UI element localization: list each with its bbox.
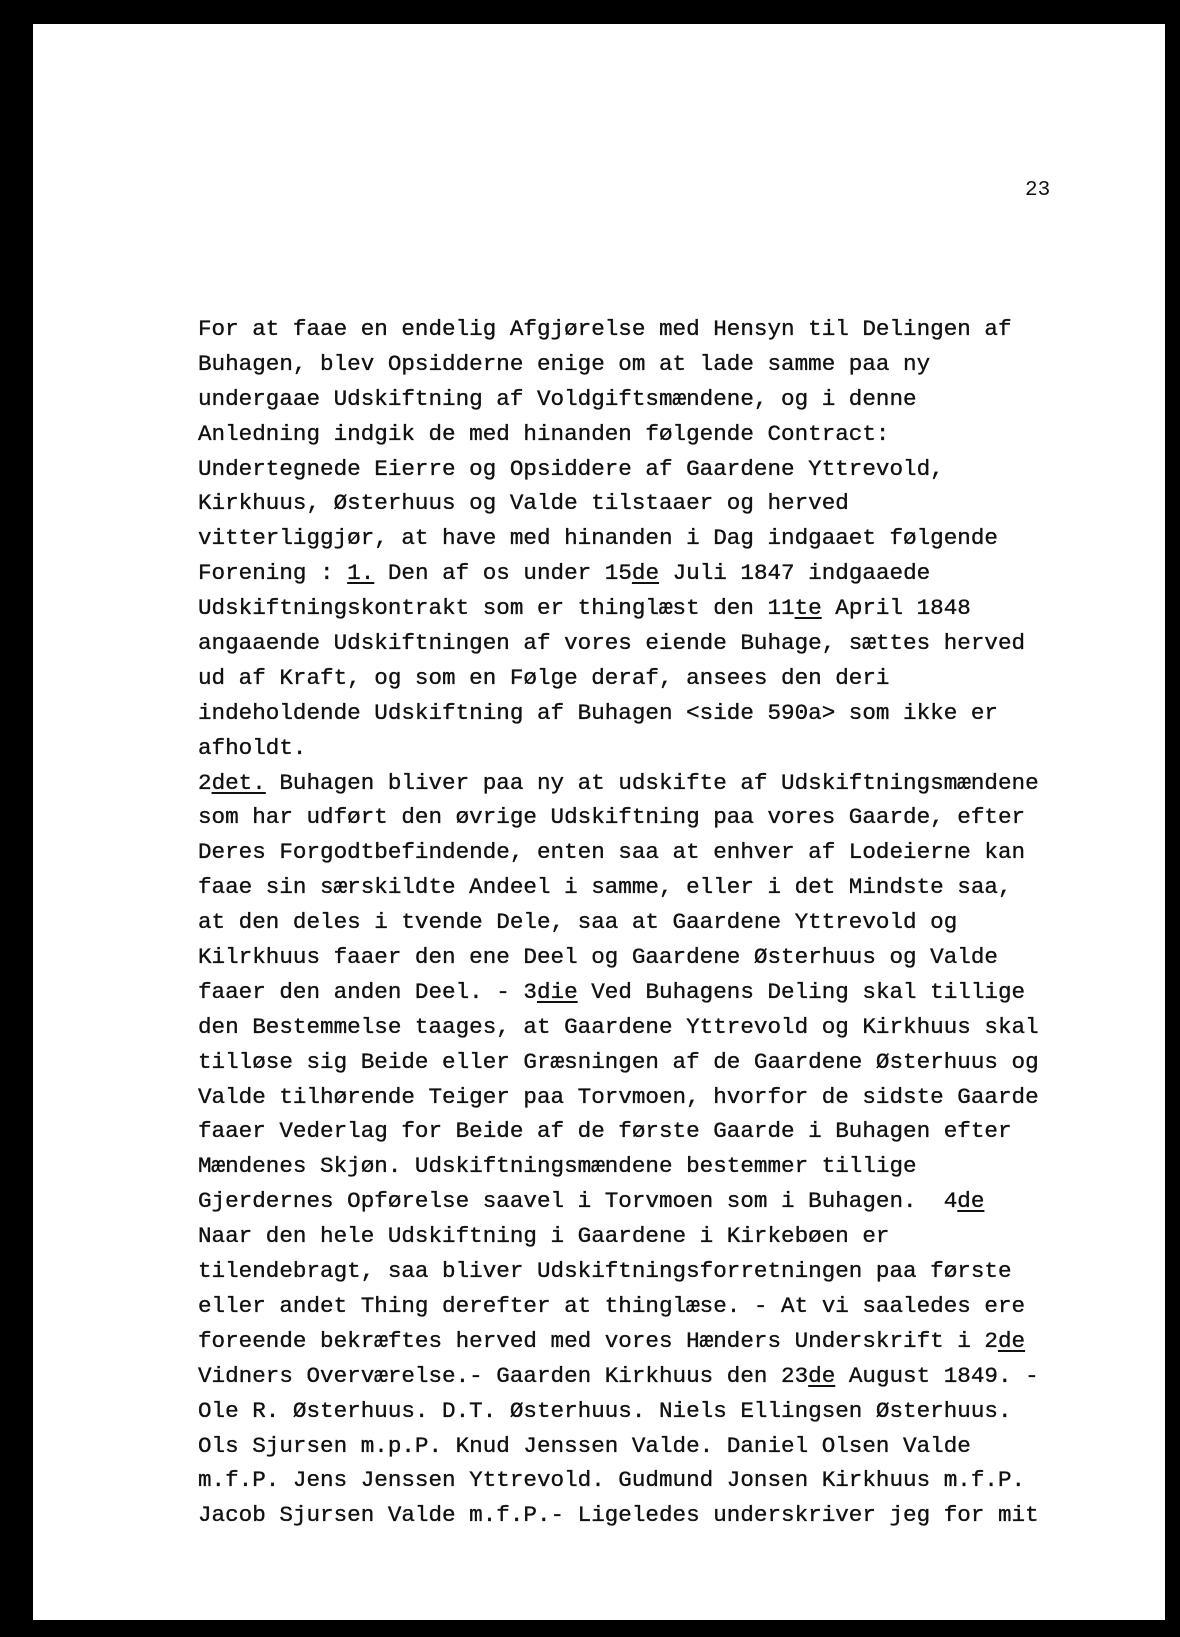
text-segment: undergaae Udskiftning af Voldgiftsmændene, og i denne bbox=[198, 385, 917, 412]
text-segment: Kilrkhuus faaer den ene Deel og Gaardene Østerhuus og Valde bbox=[198, 944, 998, 971]
text-segment: Valde tilhørende Teiger paa Torvmoen, hvorfor de sidste Gaarde bbox=[198, 1083, 1039, 1110]
text-segment: Deres Forgodtbefindende, enten saa at enhver af Lodeierne kan bbox=[198, 839, 1026, 866]
text-segment: Naar den hele Udskiftning i Gaardene i Kirkebøen er bbox=[198, 1223, 890, 1250]
text-segment: afholdt. bbox=[198, 734, 307, 761]
text-line bbox=[198, 1394, 1039, 1429]
text-line bbox=[198, 1184, 1039, 1219]
underlined-text: die bbox=[536, 978, 578, 1005]
text-line bbox=[198, 347, 1039, 382]
text-segment: tilendebragt, saa bliver Udskiftningsforretningen paa første bbox=[198, 1258, 1012, 1285]
text-line bbox=[198, 417, 1039, 452]
underlined-text: 1. bbox=[347, 560, 375, 587]
text-segment: Anledning indgik de med hinanden følgende Contract: bbox=[198, 420, 890, 447]
text-line bbox=[198, 1289, 1039, 1324]
text-line bbox=[198, 1219, 1039, 1254]
document-page bbox=[33, 24, 1165, 1620]
text-line bbox=[198, 1498, 1039, 1533]
text-segment: tilløse sig Beide eller Græsningen af de Gaardene Østerhuus og bbox=[198, 1048, 1039, 1075]
text-segment: Undertegnede Eierre og Opsiddere af Gaardene Yttrevold, bbox=[198, 455, 944, 482]
text-line bbox=[198, 591, 1039, 626]
text-segment: faae sin særskildte Andeel i samme, eller i det Mindste saa, bbox=[198, 874, 1012, 901]
text-segment: April 1848 bbox=[821, 595, 971, 622]
text-line bbox=[198, 800, 1039, 835]
underlined-text: de bbox=[631, 560, 660, 587]
text-line bbox=[198, 661, 1039, 696]
text-segment: eller andet Thing derefter at thinglæse. - At vi saaledes ere bbox=[198, 1292, 1026, 1319]
text-line bbox=[198, 1254, 1039, 1289]
text-line bbox=[198, 1149, 1039, 1184]
text-segment: ud af Kraft, og som en Følge deraf, ansees den deri bbox=[198, 664, 890, 691]
text-line bbox=[198, 312, 1039, 347]
text-segment: faaer Vederlag for Beide af de første Gaarde i Buhagen efter bbox=[198, 1118, 1012, 1145]
text-segment: 2 bbox=[198, 769, 212, 796]
text-line bbox=[198, 905, 1039, 940]
text-segment: Forening : bbox=[198, 560, 348, 587]
text-segment: m.f.P. Jens Jenssen Yttrevold. Gudmund Jonsen Kirkhuus m.f.P. bbox=[198, 1467, 1026, 1494]
text-segment: August 1849. - bbox=[835, 1362, 1039, 1389]
underlined-text: de bbox=[957, 1188, 985, 1215]
text-line bbox=[198, 940, 1039, 975]
text-segment: For at faae en endelig Afgjørelse med Hensyn til Delingen af bbox=[198, 316, 1012, 342]
text-line bbox=[198, 486, 1039, 521]
text-segment: Ole R. Østerhuus. D.T. Østerhuus. Niels Ellingsen Østerhuus. bbox=[198, 1397, 1012, 1424]
text-segment: angaaende Udskiftningen af vores eiende Buhage, sættes herved bbox=[198, 630, 1026, 657]
underlined-text: de bbox=[997, 1327, 1026, 1354]
document-body bbox=[198, 312, 1039, 1533]
text-line bbox=[198, 452, 1039, 487]
text-segment: den Bestemmelse taages, at Gaardene Yttrevold og Kirkhuus skal bbox=[198, 1013, 1039, 1040]
text-segment: Gjerdernes Opførelse saavel i Torvmoen som i Buhagen. 4 bbox=[198, 1188, 958, 1215]
text-segment: foreende bekræftes herved med vores Hænders Underskrift i 2 bbox=[198, 1327, 998, 1354]
text-line bbox=[198, 1429, 1039, 1464]
text-segment: Buhagen, blev Opsidderne enige om at lade samme paa ny bbox=[198, 350, 931, 377]
text-segment: indeholdende Udskiftning af Buhagen <side 590a> som ikke er bbox=[198, 699, 998, 726]
text-line bbox=[198, 382, 1039, 417]
text-segment: Mændenes Skjøn. Udskiftningsmændene bestemmer tillige bbox=[198, 1153, 917, 1180]
text-segment: vitterliggjør, at have med hinanden i Dag indgaaet følgende bbox=[198, 525, 998, 552]
text-segment: Udskiftningskontrakt som er thinglæst den 11 bbox=[198, 595, 795, 622]
text-line bbox=[198, 1359, 1039, 1394]
text-line bbox=[198, 1114, 1039, 1149]
underlined-text: te bbox=[794, 595, 822, 622]
text-line bbox=[198, 1045, 1039, 1080]
text-segment: Ved Buhagens Deling skal tillige bbox=[577, 978, 1026, 1005]
text-segment: Ols Sjursen m.p.P. Knud Jenssen Valde. Daniel Olsen Valde bbox=[198, 1432, 971, 1459]
text-segment: faaer den anden Deel. - 3 bbox=[198, 978, 537, 1005]
underlined-text: de bbox=[808, 1362, 836, 1389]
text-segment: som har udført den øvrige Udskiftning paa vores Gaarde, efter bbox=[198, 804, 1026, 831]
text-line bbox=[198, 521, 1039, 556]
text-segment: Vidners Overværelse.- Gaarden Kirkhuus den 23 bbox=[198, 1362, 809, 1389]
text-line bbox=[198, 626, 1039, 661]
text-segment: Den af os under 15 bbox=[374, 560, 632, 587]
text-line bbox=[198, 766, 1039, 801]
text-line bbox=[198, 870, 1039, 905]
text-segment: Kirkhuus, Østerhuus og Valde tilstaaer og herved bbox=[198, 490, 849, 517]
page-number: 23 bbox=[1025, 179, 1051, 202]
text-line bbox=[198, 1080, 1039, 1115]
text-line bbox=[198, 731, 1039, 766]
text-line bbox=[198, 696, 1039, 731]
text-line bbox=[198, 556, 1039, 591]
text-line bbox=[198, 835, 1039, 870]
text-line bbox=[198, 975, 1039, 1010]
underlined-text: det. bbox=[211, 769, 266, 796]
text-line bbox=[198, 1463, 1039, 1498]
text-line bbox=[198, 1010, 1039, 1045]
text-line bbox=[198, 1324, 1039, 1359]
text-segment: Buhagen bliver paa ny at udskifte af Udskiftningsmændene bbox=[265, 769, 1039, 796]
text-segment: Jacob Sjursen Valde m.f.P.- Ligeledes underskriver jeg for mit bbox=[198, 1502, 1039, 1529]
text-segment: Juli 1847 indgaaede bbox=[659, 560, 931, 587]
text-segment: at den deles i tvende Dele, saa at Gaardene Yttrevold og bbox=[198, 909, 958, 936]
